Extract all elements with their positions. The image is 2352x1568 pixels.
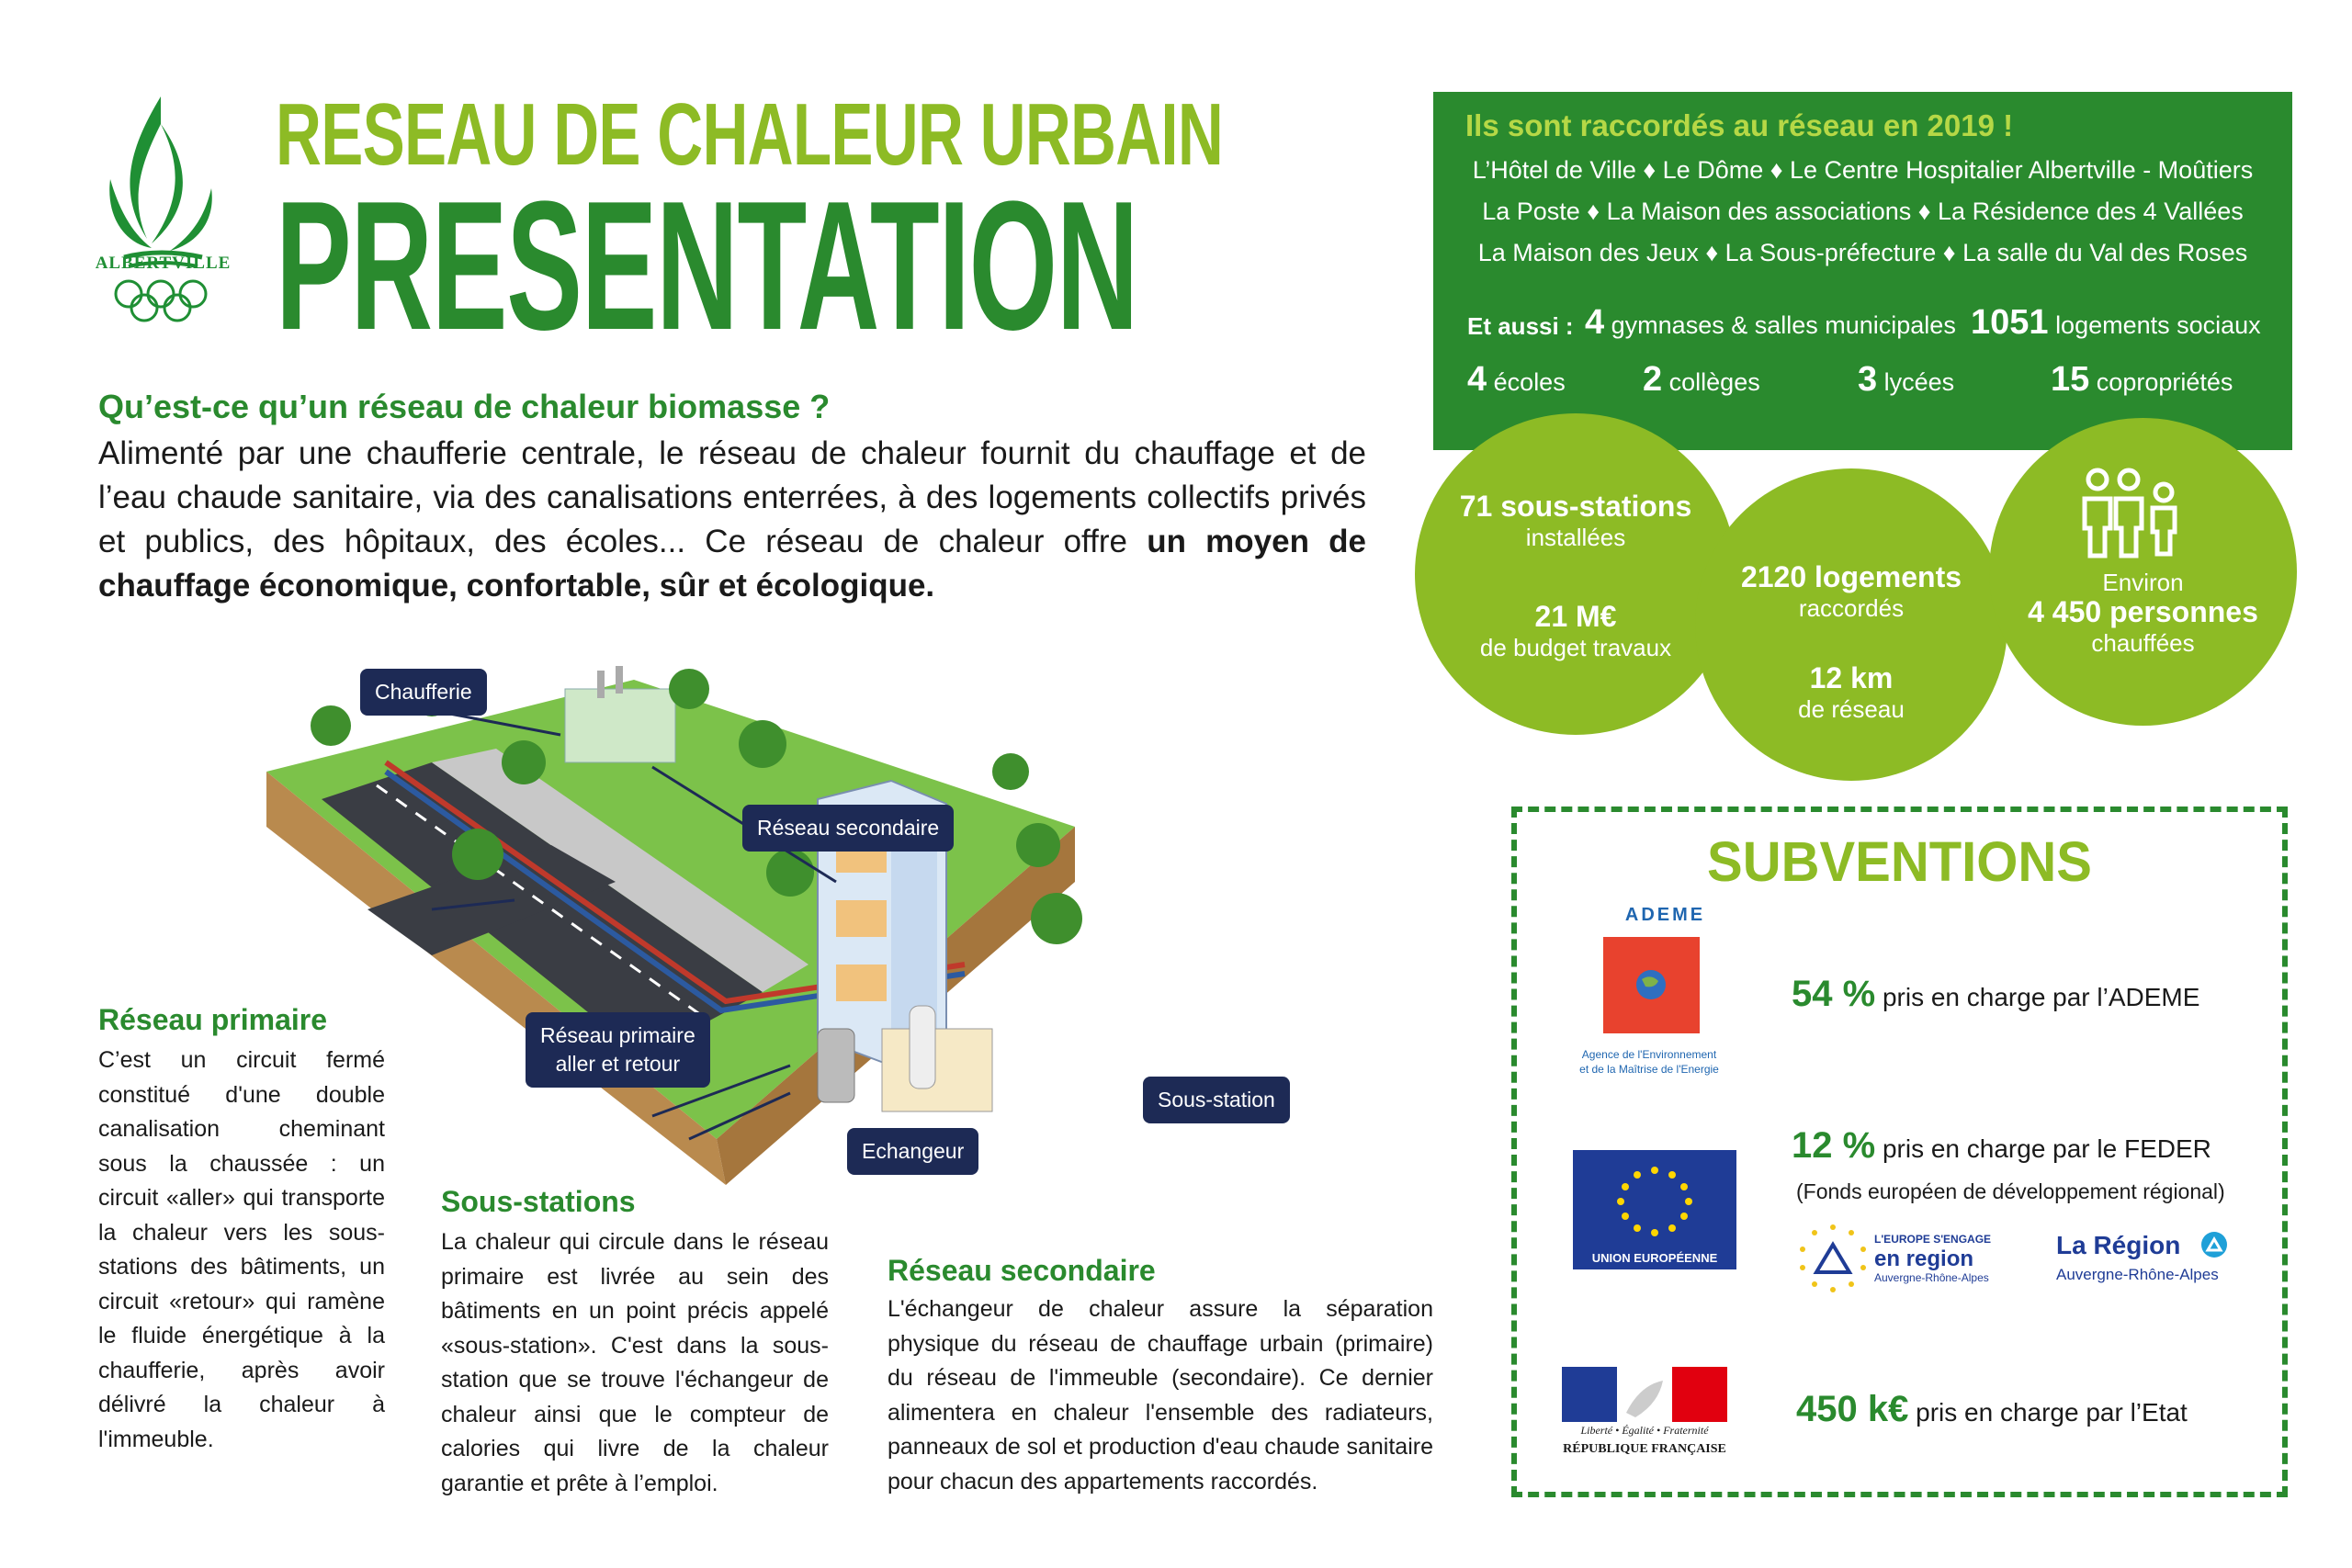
- circle1-text1: [1419, 491, 1732, 552]
- circle3-text: [1989, 568, 2297, 658]
- title-line1: RESEAU DE CHALEUR URBAIN: [276, 85, 1224, 184]
- label-chaufferie: Chaufferie: [360, 669, 487, 716]
- subventions-title: SUBVENTIONS: [1707, 830, 2092, 894]
- ademe-caption-line1: Agence de l'Environnement: [1581, 1048, 1717, 1061]
- reseau-secondaire-heading: Réseau secondaire: [888, 1254, 1156, 1287]
- stat-value: 1051: [1971, 303, 2049, 342]
- circle3-value: 4 450 personnes: [2028, 595, 2258, 628]
- ademe-logo-name: ADEME: [1624, 905, 1706, 925]
- subvention-etat-value: 450 k€: [1796, 1389, 1909, 1429]
- stat-label: gymnases & salles municipales: [1611, 311, 1956, 339]
- circle2-label: raccordés: [1798, 594, 1905, 622]
- subvention-feder-text: pris en charge par le FEDER: [1882, 1134, 2211, 1163]
- subvention-etat: [1796, 1389, 2188, 1430]
- rf-caption-motto: Liberté • Égalité • Fraternité: [1580, 1424, 1709, 1437]
- stat-value: 3: [1858, 360, 1878, 399]
- circle1-label: installées: [1525, 524, 1626, 551]
- raccordes-title: Ils sont raccordés au réseau en 2019 !: [1465, 108, 2014, 142]
- sous-stations-text: La chaleur qui circule dans le réseau primaire est livrée au sein des bâtiments en un point précis appelé «sous-station». C'est dans la sous-station que se trouve l'échangeur de chaleur ainsi que le compteur de calories qui livre de la chaleur garantie et prête à l’emploi.: [441, 1229, 829, 1496]
- subvention-ademe-text: pris en charge par l’ADEME: [1882, 983, 2200, 1011]
- europe-region-line2: en region: [1874, 1247, 1974, 1271]
- subvention-etat-text: pris en charge par l’Etat: [1916, 1398, 2188, 1427]
- europe-region-logo: [1796, 1222, 1870, 1295]
- stat-value: 4: [1467, 360, 1487, 399]
- label-echangeur: Echangeur: [847, 1128, 978, 1175]
- reseau-secondaire-text: L'échangeur de chaleur assure la séparation physique du réseau de chauffage urbain (primaire) du réseau de l'immeuble (secondaire). Ce dernier alimentera en chaleur l'ensemble des radiateurs, panneaux de sol et production d'eau chaude sanitaire pour chacun des appartements raccordés.: [888, 1296, 1433, 1495]
- europe-region-line1: L'EUROPE S'ENGAGE: [1874, 1233, 1992, 1246]
- logo-name: ALBERTVILLE: [95, 254, 232, 273]
- label-reseau-secondaire: Réseau secondaire: [742, 805, 954, 852]
- stat-value: 15: [2051, 360, 2090, 399]
- label-sous-station: Sous-station: [1143, 1077, 1290, 1123]
- region-logo-sub: Auvergne-Rhône-Alpes: [2056, 1266, 2219, 1283]
- region-icon: [2200, 1231, 2228, 1258]
- subvention-feder-note: (Fonds européen de développement régional): [1796, 1179, 2225, 1203]
- subvention-feder-value: 12 %: [1792, 1125, 1876, 1166]
- et-aussi-label: Et aussi :: [1467, 312, 1574, 340]
- stat-coproprietes: [2051, 360, 2233, 400]
- circle2-value: 2120 logements: [1740, 560, 1962, 593]
- reseau-primaire-text: C’est un circuit fermé constitué d'une double canalisation cheminant sous la chaussée : un circuit «aller» qui transporte la chaleur vers les sous-stations des bâtiments, un circuit «retour» qui ramène le fluide énergétique à la chaufferie, après avoir délivré la chaleur à l'immeuble.: [98, 1047, 385, 1452]
- stat-label: logements sociaux: [2055, 311, 2261, 339]
- ademe-caption-line2: et de la Maîtrise de l'Energie: [1579, 1063, 1719, 1076]
- circle3-label2: chauffées: [2091, 629, 2195, 657]
- ademe-logo-caption: [1562, 1047, 1736, 1077]
- stat-colleges: [1643, 360, 1760, 400]
- eu-caption: UNION EUROPÉENNE: [1591, 1251, 1718, 1265]
- subvention-ademe: [1792, 974, 2199, 1015]
- stat-label: écoles: [1493, 368, 1566, 396]
- label-reseau-primaire-line1: Réseau primaire: [540, 1023, 695, 1047]
- raccordes-line3: La Maison des Jeux ♦ La Sous-préfecture ♦ La salle du Val des Roses: [1477, 239, 2248, 266]
- raccordes-line2: La Poste ♦ La Maison des associations ♦ La Résidence des 4 Vallées: [1482, 197, 2244, 225]
- stat-logements-sociaux: [1971, 303, 2261, 343]
- intro-text-bold: un moyen de chauffage économique, confortable, sûr et écologique.: [98, 524, 1366, 604]
- intro-question: Qu’est-ce qu’un réseau de chaleur biomasse ?: [98, 388, 831, 425]
- circle1-text2: [1419, 602, 1732, 662]
- circle1-value: 71 sous-stations: [1459, 490, 1692, 523]
- region-logo-name: La Région: [2056, 1231, 2181, 1259]
- people-icon: [2072, 467, 2200, 558]
- circle3-label: Environ: [2102, 569, 2184, 596]
- reseau-primaire-heading: Réseau primaire: [98, 1003, 328, 1036]
- label-reseau-primaire-line2: aller et retour: [555, 1052, 681, 1076]
- raccordes-line1: L’Hôtel de Ville ♦ Le Dôme ♦ Le Centre Hospitalier Albertville - Moûtiers: [1472, 156, 2254, 184]
- stat-label: lycées: [1883, 368, 1955, 396]
- stat-gymnases: [1585, 303, 1956, 343]
- europe-region-line3: Auvergne-Rhône-Alpes: [1874, 1271, 1989, 1284]
- sous-stations-heading: Sous-stations: [441, 1185, 636, 1218]
- circle2-text1: [1695, 562, 2007, 623]
- ademe-logo: [1603, 937, 1700, 1033]
- circle2-label2: de réseau: [1798, 695, 1905, 723]
- circle1-label2: de budget travaux: [1479, 634, 1672, 661]
- subvention-ademe-value: 54 %: [1792, 974, 1876, 1014]
- stat-value: 4: [1585, 303, 1605, 342]
- intro-text-regular: Alimenté par une chaufferie centrale, le réseau de chaleur fournit du chauffage et de l’eau chaude sanitaire, via des canalisations enterrées, à des logements collectifs privés et publics, des hôpitaux, des écoles... Ce réseau de chaleur offre: [98, 435, 1366, 559]
- rf-caption-name: RÉPUBLIQUE FRANÇAISE: [1563, 1442, 1726, 1456]
- stat-label: collèges: [1668, 368, 1760, 396]
- intro-text: [98, 432, 1366, 608]
- circle2-text2: [1695, 663, 2007, 724]
- stat-label: copropriétés: [2096, 368, 2233, 396]
- stat-value: 2: [1643, 360, 1663, 399]
- europe-region-text: [1874, 1233, 1991, 1285]
- albertville-logo: [96, 87, 225, 326]
- circle-sous-stations: [1415, 413, 1736, 735]
- stat-lycees: [1858, 360, 1954, 400]
- marianne-logo: [1562, 1367, 1727, 1422]
- label-reseau-primaire: [526, 1012, 710, 1088]
- title-line2: PRESENTATION: [276, 164, 1138, 368]
- stat-ecoles: [1467, 360, 1566, 400]
- heating-network-diagram: [248, 661, 1185, 1194]
- circle1-value2: 21 M€: [1534, 600, 1617, 633]
- circle-logements: [1695, 468, 2007, 781]
- subvention-feder: [1792, 1125, 2211, 1167]
- circle2-value2: 12 km: [1809, 661, 1894, 694]
